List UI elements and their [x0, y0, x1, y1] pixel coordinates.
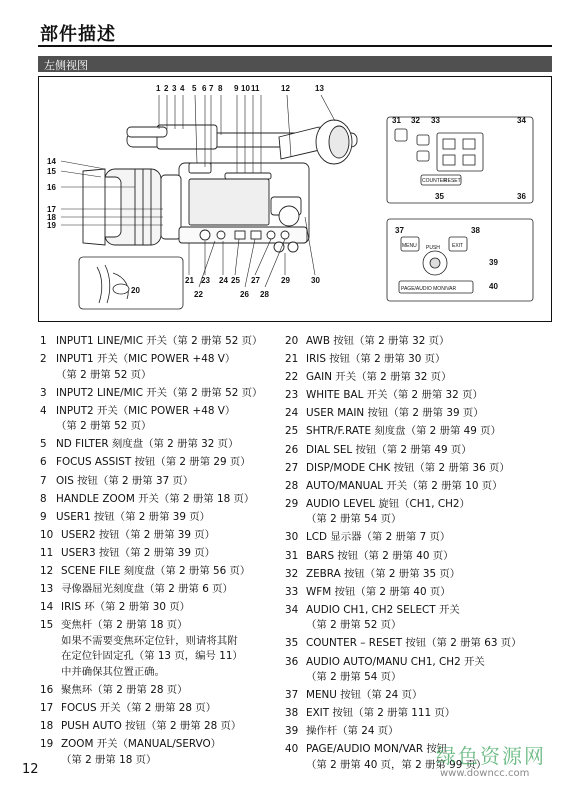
parts-list-right — [285, 334, 553, 776]
list-item: 20 AWB 按钮（第 2 册第 32 页） — [285, 335, 450, 347]
label-14: 14 — [47, 157, 56, 166]
label-32: 32 — [411, 116, 420, 125]
list-item: 2 INPUT1 开关（MIC POWER +48 V） （第 2 册第 52 页） — [40, 353, 236, 381]
label-39: 39 — [489, 258, 498, 267]
key-exit: EXIT — [452, 243, 464, 249]
list-item: 17 FOCUS 开关（第 2 册第 28 页） — [40, 702, 217, 714]
list-item: 25 SHTR/F.RATE 刻度盘（第 2 册第 49 页） — [285, 425, 501, 438]
list-item: 29 AUDIO LEVEL 旋钮（CH1, CH2） （第 2 册第 54 页） — [285, 497, 470, 526]
list-item: 35 COUNTER – RESET 按钮（第 2 册第 63 页） — [285, 637, 522, 650]
list-item: 30 LCD 显示器（第 2 册第 7 页） — [285, 531, 451, 544]
section-header — [38, 56, 552, 72]
label-36: 36 — [517, 192, 526, 201]
list-item: 34 AUDIO CH1, CH2 SELECT 开关 （第 2 册第 52 页） — [285, 603, 460, 632]
list-item: 23 WHITE BAL 开关（第 2 册第 32 页） — [285, 389, 483, 402]
label-33: 33 — [431, 116, 440, 125]
label-28: 28 — [260, 290, 269, 299]
list-item: 6 FOCUS ASSIST 按钮（第 2 册第 29 页） — [40, 456, 251, 469]
label-35: 35 — [435, 192, 444, 201]
list-item: 38 EXIT 按钮（第 2 册第 111 页） — [285, 707, 456, 720]
label-34: 34 — [517, 116, 526, 125]
camera-left-view-figure — [38, 76, 552, 322]
list-item: 16 聚焦环（第 2 册第 28 页） — [40, 683, 188, 696]
list-item: 8 HANDLE ZOOM 开关（第 2 册第 18 页） — [40, 492, 255, 505]
key-counter: COUNTER — [422, 178, 447, 184]
list-item: 11 USER3 按钮（第 2 册第 39 页） — [40, 546, 216, 559]
label-13: 13 — [315, 84, 324, 93]
list-item: 3 INPUT2 LINE/MIC 开关（第 2 册第 52 页） — [40, 386, 263, 399]
label-31: 31 — [392, 116, 401, 125]
list-item: 31 BARS 按钮（第 2 册第 40 页） — [285, 549, 454, 562]
label-27: 27 — [251, 276, 260, 285]
label-26: 26 — [240, 290, 249, 299]
label-20: 20 — [131, 286, 140, 295]
label-21: 21 — [185, 276, 194, 285]
list-item: 37 MENU 按钮（第 24 页） — [285, 689, 423, 702]
list-item: 36 AUDIO AUTO/MANU CH1, CH2 开关 （第 2 册第 54 页） — [285, 655, 485, 683]
label-9: 9 — [234, 84, 239, 93]
list-item: 19 ZOOM 开关（MANUAL/SERVO） （第 2 册第 18 页） — [40, 738, 222, 766]
label-7: 7 — [209, 84, 214, 93]
watermark-text: 绿色资源网 — [436, 744, 546, 768]
camera-body-drawing — [83, 120, 357, 252]
inset-audio-panel — [387, 117, 533, 203]
list-item: 13 寻像器屈光刻度盘（第 2 册第 6 页） — [40, 583, 233, 596]
list-item: 32 ZEBRA 按钮（第 2 册第 35 页） — [285, 567, 461, 580]
label-6: 6 — [202, 84, 207, 93]
label-5: 5 — [192, 84, 197, 93]
label-23: 23 — [201, 276, 210, 285]
label-10: 10 — [241, 84, 250, 93]
list-item: 27 DISP/MODE CHK 按钮（第 2 册第 36 页） — [285, 461, 510, 474]
key-menu: MENU — [402, 243, 417, 249]
list-item: 1 INPUT1 LINE/MIC 开关（第 2 册第 52 页） — [40, 335, 263, 347]
section-title: 左侧视图 — [44, 59, 88, 72]
label-11: 11 — [251, 84, 260, 93]
list-item: 14 IRIS 环（第 2 册第 30 页） — [40, 601, 191, 614]
label-25: 25 — [231, 276, 240, 285]
key-push: PUSH — [426, 245, 440, 251]
list-item: 28 AUTO/MANUAL 开关（第 2 册第 10 页） — [285, 479, 503, 492]
label-15: 15 — [47, 167, 56, 176]
label-37: 37 — [395, 226, 404, 235]
label-19: 19 — [47, 221, 56, 230]
list-item: 4 INPUT2 开关（MIC POWER +48 V） （第 2 册第 52 页） — [40, 404, 236, 433]
page-number: 12 — [22, 762, 39, 777]
label-22: 22 — [194, 290, 203, 299]
list-item: 33 WFM 按钮（第 2 册第 40 页） — [285, 585, 451, 598]
key-reset: RESET — [444, 178, 461, 184]
list-item: 15 变焦杆（第 2 册第 18 页） 如果不需要变焦环定位针，则请将其附 在定位针固定孔（第 13 页，编号 11） 中并确保其位置正确。 — [40, 619, 243, 678]
inset-zoom-lever — [79, 257, 183, 309]
camera-illustration — [39, 77, 551, 321]
title-rule — [38, 45, 552, 47]
label-2: 2 — [164, 84, 169, 93]
label-1: 1 — [156, 84, 161, 93]
label-12: 12 — [281, 84, 290, 93]
list-item: 18 PUSH AUTO 按钮（第 2 册第 28 页） — [40, 720, 242, 733]
watermark-url: www.downcc.com — [440, 768, 530, 779]
label-16: 16 — [47, 183, 56, 192]
list-item: 9 USER1 按钮（第 2 册第 39 页） — [40, 510, 211, 523]
page-title: 部件描述 — [40, 24, 116, 45]
label-8: 8 — [218, 84, 223, 93]
list-item: 21 IRIS 按钮（第 2 册第 30 页） — [285, 353, 446, 366]
list-item: 10 USER2 按钮（第 2 册第 39 页） — [40, 528, 216, 541]
label-38: 38 — [471, 226, 480, 235]
list-item: 22 GAIN 开关（第 2 册第 32 页） — [285, 371, 452, 384]
label-4: 4 — [180, 84, 185, 93]
list-item: 39 操作杆（第 24 页） — [285, 725, 399, 738]
key-page: PAGE/AUDIO MON/VAR — [401, 286, 457, 292]
list-item: 12 SCENE FILE 刻度盘（第 2 册第 56 页） — [40, 565, 251, 578]
list-item: 40 PAGE/AUDIO MON/VAR 按钮 （第 2 册第 40 页，第 2 册第 99 页） — [285, 743, 487, 771]
label-18: 18 — [47, 213, 56, 222]
label-40: 40 — [489, 282, 498, 291]
list-item: 7 OIS 按钮（第 2 册第 37 页） — [40, 474, 194, 487]
label-30: 30 — [311, 276, 320, 285]
list-item: 5 ND FILTER 刻度盘（第 2 册第 32 页） — [40, 438, 239, 451]
list-item: 24 USER MAIN 按钮（第 2 册第 39 页） — [285, 407, 484, 420]
label-29: 29 — [281, 276, 290, 285]
label-17: 17 — [47, 205, 56, 214]
parts-list-left — [40, 334, 276, 771]
list-item: 26 DIAL SEL 按钮（第 2 册第 49 页） — [285, 443, 472, 456]
label-3: 3 — [172, 84, 177, 93]
label-24: 24 — [219, 276, 228, 285]
